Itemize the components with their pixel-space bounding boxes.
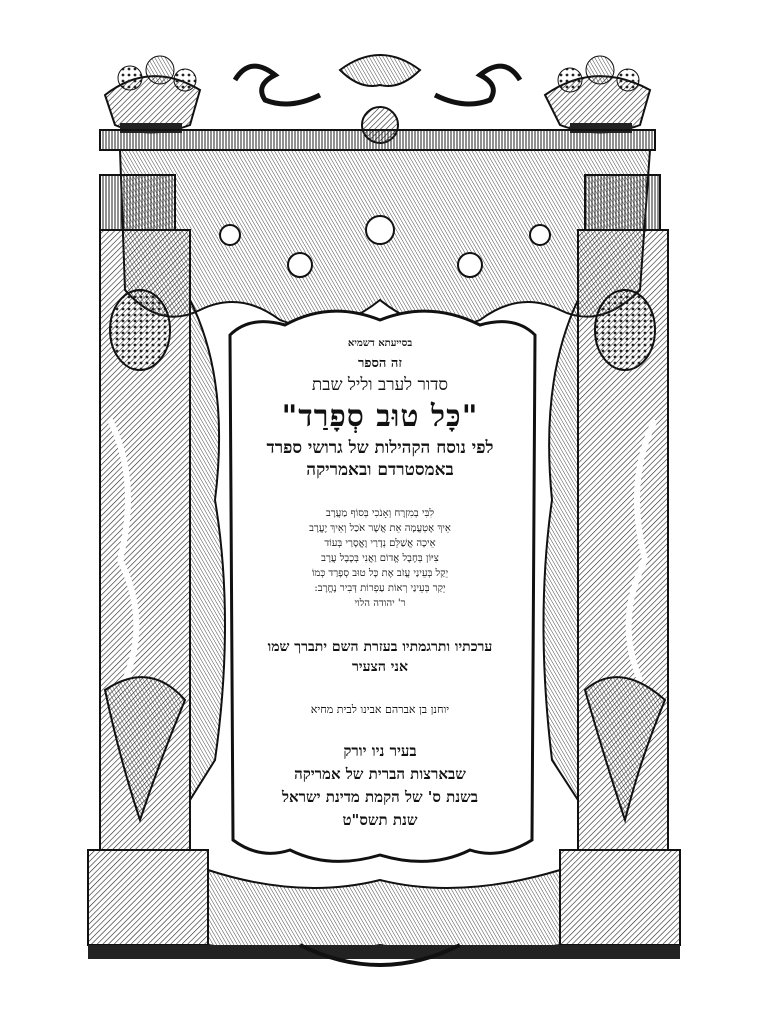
fruit-basket-left xyxy=(105,56,200,133)
poem-line: יֵקַר בְּעֵינַי רְאוֹת עַפְרוֹת דְּבִיר נֶחֱרָב: xyxy=(314,583,446,594)
poem-line: יֵקַל בְּעֵינַי עֲזֹב אֶת כָּל טוּב סְפָרַד כְּמוֹ xyxy=(311,568,449,579)
hebrew-year-line: שנת תשס"ט xyxy=(342,811,418,829)
poem-block xyxy=(230,506,530,611)
title-page-text xyxy=(230,330,530,850)
poem-line: אֵיכָה אֲשַׁלֵּם נְדָרַי וֶאֱסָרַי בְּעוֹד xyxy=(324,538,436,549)
capital-left xyxy=(100,175,175,230)
year-israel-line: בשנת ס' של הקמת מדינת ישראל xyxy=(281,788,479,806)
country-line: שבארצות הברית של אמריקה xyxy=(294,765,466,783)
places-line: באמסטרדם ובאמריקה xyxy=(306,460,454,480)
rite-line: לפי נוסח הקהילות של גרושי ספרד xyxy=(266,438,494,458)
arranged-by-block xyxy=(230,637,530,677)
column-right xyxy=(544,230,669,850)
book-title: "כָּל טוּב סְפָרַד" xyxy=(281,399,479,434)
poem-author: ר' יהודה הלוי xyxy=(354,598,406,609)
capital-right xyxy=(585,175,660,230)
pedestal-base xyxy=(88,850,680,965)
publication-block xyxy=(230,740,530,832)
entablature xyxy=(100,130,655,150)
poem-line: צִיּוֹן בְּחֶבֶל אֱדוֹם וַאֲנִי בְּכֶבֶל עֲרָב xyxy=(321,553,439,564)
translator-name: יוחנן בן אברהם אבינו לבית מחיא xyxy=(310,703,450,716)
siddur-subtitle: סדור לערב וליל שבת xyxy=(311,375,449,395)
arranged-line-1: ערכתיו ותרגמתיו בעזרת השם יתברך שמו xyxy=(267,639,493,655)
poem-line: אֵיךְ אֶטְעֲמָה אֵת אֲשֶׁר אֹכַל וְאֵיךְ יֶעֱרָב xyxy=(309,523,451,534)
city-line: בעיר ניו יורק xyxy=(343,742,417,760)
this-book-heading: זה הספר xyxy=(358,356,402,371)
poem-line: לִבִּי בְמִזְרָח וְאָנֹכִי בְּסוֹף מַעֲרָב xyxy=(325,508,435,519)
column-left xyxy=(100,230,225,850)
blessing-heading: בסייעתא דשמיא xyxy=(347,338,413,349)
arranged-line-2: אני הצעיר xyxy=(352,659,408,675)
fruit-basket-right xyxy=(545,56,650,133)
